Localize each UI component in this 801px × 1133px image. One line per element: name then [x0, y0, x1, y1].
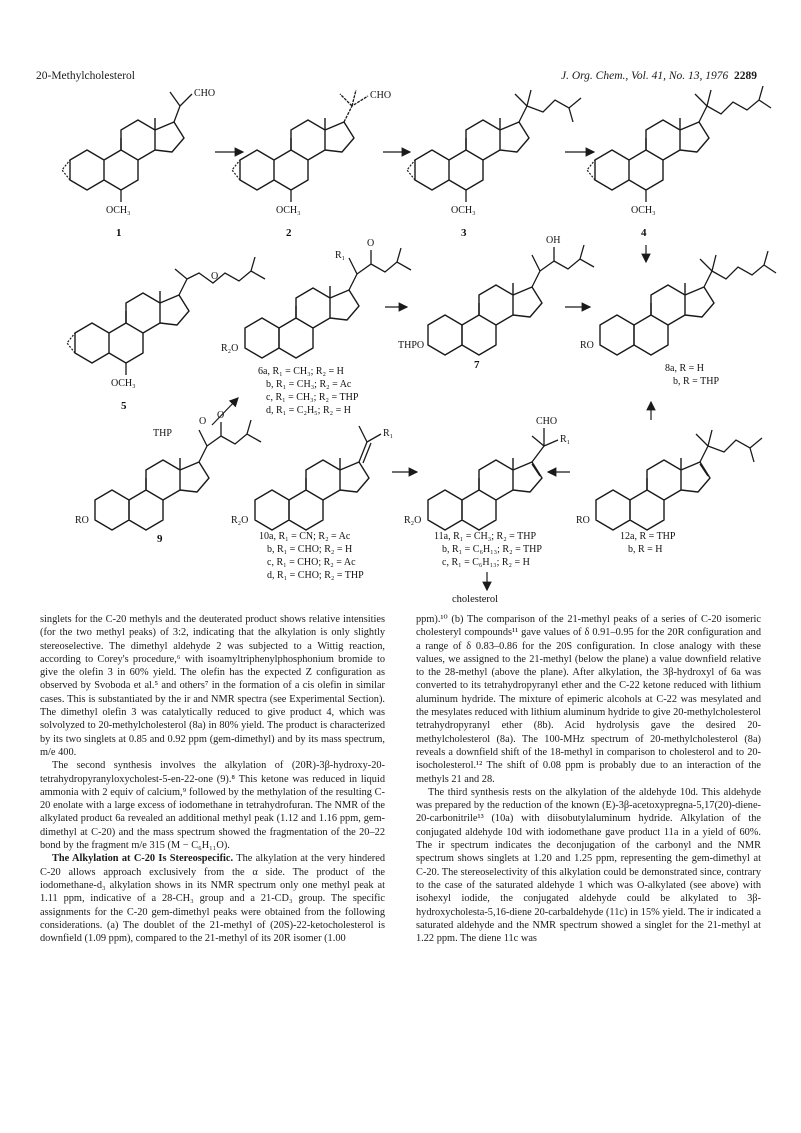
compound-label: 1	[116, 227, 122, 239]
legend-11-line-3: c, R₁ = C₆H₁₃; R₂ = H	[442, 557, 530, 568]
r2o-label: R₂O	[404, 515, 422, 526]
och3-label: OCH₃	[451, 205, 476, 216]
cho-label: CHO	[370, 90, 392, 101]
compound-label: 7	[474, 359, 480, 371]
oh-label: OH	[546, 235, 561, 246]
legend-12-line-1: 12a, R = THP	[620, 531, 676, 542]
cho-label: CHO	[536, 416, 558, 427]
thpo-label: THPO	[398, 340, 425, 351]
legend-6-line-2: b, R₁ = CH₃; R₂ = Ac	[266, 379, 352, 390]
journal-name: J. Org. Chem., Vol. 41, No. 13, 1976	[560, 70, 729, 82]
r2o-label: R₂O	[221, 343, 239, 354]
och3-label: OCH₃	[111, 378, 136, 389]
ketone-oxygen: O	[367, 238, 375, 249]
och3-label: OCH₃	[631, 205, 656, 216]
compound-5	[67, 257, 265, 412]
ro-label: RO	[576, 515, 590, 526]
r1-label: R₁	[335, 250, 346, 261]
cho-label: CHO	[194, 88, 216, 99]
paragraph: The second synthesis involves the alkylation of (20R)-3β-hydroxy-20-tetrahydropyranyloxycholest-5-en-22-one (9).⁸ This ketone was reduced in liquid ammonia with 2 equiv of calcium,⁹ followed by the methylation of the resulting C-20 enolate with a large excess of iodomethane in tetrahydrofuran. The NMR of the alkylated product 6a revealed an additional methyl peak (1.12 and 1.16 ppm, gem-dimethyl at C-20) and the mass spectrum showed the fragmentation of the 20–22 bond by the fragment m/e 315 (M − C₆H₁₁O).	[40, 760, 385, 852]
compound-11	[404, 416, 570, 530]
och3-label: OCH₃	[276, 205, 301, 216]
compound-12	[576, 430, 762, 530]
legend-10-line-1: 10a, R₁ = CN; R₂ = Ac	[259, 531, 351, 542]
legend-8-line-2: b, R = THP	[673, 376, 720, 387]
legend-8-line-1: 8a, R = H	[665, 363, 704, 374]
paragraph: ppm).¹⁰ (b) The comparison of the 21-methyl peaks of a series of C-20 isomeric cholesteryl compounds¹¹ gave values of δ 0.91–0.95 for the 20R configuration and a range of δ 0.83–0.86 for the 20S configuration. In close analogy with these values, we assigned to the 21-methyl (below the plane) a value downfield relative to the 28-methyl (above the plane). After alkylation, the 3β-hydroxyl of 6a was converted to its tetrahydropyranyl ether and the C-22 ketone reduced with lithium aluminum hydride. The mixture of epimeric alcohols at C-22 was mesylated and the mesylates reduced with lithium aluminum hydride to give 20-methylcholesterol tetrahydropyranyl ether (8b). Acid hydrolysis gave the desired 20-methylcholesterol (8a). The 100-MHz spectrum of 20-methylcholesterol (8a) reveals a downfield shift of the 18-methyl in comparison to cholesterol and to 20-isocholesterol.¹² The shift of 0.08 ppm is probably due to an interaction of the methyls 21 and 28.	[416, 614, 762, 785]
cholesterol-label: cholesterol	[452, 594, 499, 605]
ether-oxygen: O	[199, 416, 207, 427]
page-number: 2289	[734, 70, 757, 82]
compound-1	[62, 88, 215, 239]
compound-2	[232, 90, 391, 239]
section-heading: The Alkylation at C-20 Is Stereospecific.	[52, 853, 234, 865]
legend-6-line-1: 6a, R₁ = CH₃; R₂ = H	[258, 366, 344, 377]
ketone-oxygen: O	[217, 410, 225, 421]
compound-label: 3	[461, 227, 467, 239]
running-head: 20-Methylcholesterol	[36, 70, 136, 82]
legend-6-line-3: c, R₁ = CH₃; R₂ = THP	[266, 392, 359, 403]
compound-10	[231, 426, 393, 530]
compound-8	[580, 251, 776, 355]
compound-label: 2	[286, 227, 292, 239]
compound-label: 5	[121, 400, 127, 412]
compound-4	[587, 86, 771, 239]
paragraph: singlets for the C-20 methyls and the deuterated product shows relative intensities (for the two methyl peaks) of 3:2, indicating that the alkylation is only slightly stereoselective. The dimethyl aldehyde 2 was subjected to a Wittig reaction, according to Corey's procedure,⁶ with isoamyltriphenylphosphonium bromide to give the olefin 3 in 60% yield. The olefin has the expected Z configuration as observed by Svoboda et al.⁵ and others⁷ in the formation of a cis olefin in similar cases. This is substantiated by the ir and NMR spectra (see Experimental Section). The dimethyl olefin 3 was catalytically reduced to give product 4, which was solvolyzed to 20-methylcholesterol (8a) in 80% yield. The product is characterized by its two singlets at 0.85 and 0.92 ppm (gem-dimethyl) and by its mass spectrum, m/e 400.	[40, 614, 385, 758]
paragraph: The third synthesis rests on the alkylation of the aldehyde 10d. This aldehyde was prepared by the reduction of the known (E)-3β-acetoxypregna-5,17(20)-diene-20-carbonitrile¹³ (10a) with diisobutylaluminum hydride. Alkylation of the conjugated aldehyde 10d with iodomethane gave product 11a in a yield of 60%. The ir spectrum indicates the deconjugation of the carbonyl and the NMR spectrum shows singlets at 1.20 and 1.25 ppm, representing the gem-dimethyl at C-20. The stereoselectivity of this alkylation could be demonstrated since, contrary to the case of the saturated aldehyde 1 which was O-alkylated (see above) with isohexyl iodide, the conjugated aldehyde could be alkylated to 3β-hydroxycholesta-5,16-diene 20-carbaldehyde (11c) in 15% yield. The ir indicated a saturated aldehyde and the NMR spectrum showed a singlet for the 21-methyl at 1.22 ppm. The diene 11c was	[416, 786, 761, 945]
right-column	[416, 613, 761, 945]
ro-label: RO	[580, 340, 594, 351]
compound-label: 4	[641, 227, 647, 239]
ether-oxygen: O	[211, 271, 219, 282]
r1-label: R₁	[560, 434, 571, 445]
r1-label: R₁	[383, 428, 394, 439]
legend-12-line-2: b, R = H	[628, 544, 663, 555]
left-column	[40, 613, 385, 945]
r2o-label: R₂O	[231, 515, 249, 526]
paragraph	[40, 852, 385, 945]
legend-6-line-4: d, R₁ = C₂H₅; R₂ = H	[266, 405, 351, 416]
legend-10-line-2: b, R₁ = CHO; R₂ = H	[267, 544, 353, 555]
och3-label: OCH₃	[106, 205, 131, 216]
paragraph-text: The alkylation at the very hindered C-20 allows approach exclusively from the α side. The product of the iodomethane-d₃ alkylation shows in its NMR spectrum only one methyl peak at 1.11 ppm, indicative of a 28-CH₃ group and a 21-CD₃ group. The specific assignments for the C-20 gem-dimethyl peaks were obtained from the following considerations. (a) The doublet of the 21-methyl of (20S)-22-ketocholesterol is downfield (1.09 ppm), compared to the 21-methyl of its 20R isomer (1.00	[40, 853, 386, 945]
compound-6	[221, 238, 411, 358]
compound-7	[398, 235, 594, 371]
compound-3	[407, 90, 581, 239]
thp-label: THP	[153, 428, 172, 439]
ro-label: RO	[75, 515, 89, 526]
legend-11-line-1: 11a, R₁ = CH₃; R₂ = THP	[434, 531, 537, 542]
legend-10-line-3: c, R₁ = CHO; R₂ = Ac	[267, 557, 356, 568]
legend-11-line-2: b, R₁ = C₆H₁₃; R₂ = THP	[442, 544, 542, 555]
legend-10-line-4: d, R₁ = CHO; R₂ = THP	[267, 570, 364, 581]
compound-label: 9	[157, 533, 163, 545]
